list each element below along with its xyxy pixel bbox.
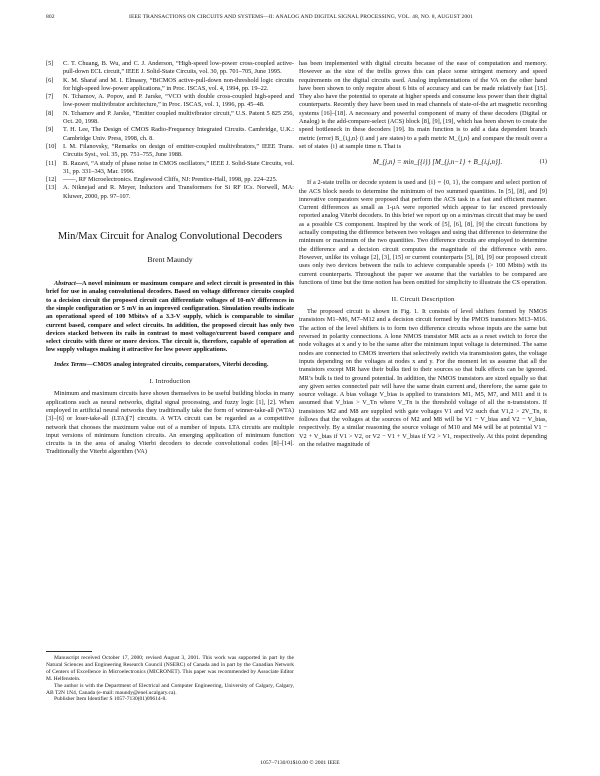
reference-number: [5] xyxy=(46,60,54,67)
page-number: 802 xyxy=(46,14,55,20)
reference-item xyxy=(46,126,294,143)
reference-number: [13] xyxy=(46,184,57,192)
reference-text: C. T. Chuang, B. Wu, and C. J. Anderson, “High-speed low-power cross-coupled active-pull-down ECL circuit,” IEEE J. Solid-State Circuits, vol. 30, pp. 701–705, June 1995. xyxy=(63,60,294,76)
abstract-text: A novel minimum or maximum compare and select circuit is presented in this brief for use in analog convolutional decoders. Based on voltage difference circuits coupled to a decision circuit the proposed circuit can differentiate voltages of 10-mV differences in the simple configuration or 5 mV in an improved configuration. Simulation results indicate an operational speed of 100 Mbits/s of a 3.3-V supply, which is comparable to similar current based, compare and select circuits. In addition, the proposed circuit has only two devices stacked between its rails in contrast to most voltage/current based compare and select circuits with three or more devices. The circuit is, therefore, capable of operation at low supply voltages making it attractive for low power applications. xyxy=(46,280,294,354)
reference-number: [7] xyxy=(46,93,54,101)
paper-author: Brent Maundy xyxy=(147,255,193,265)
introduction-continued: has been implemented with digital circuits because of the ease of computation and memory. However as the size of the trellis grows this can place some stringent memory and speed requirements on the digital circuits used. Analog implementations of the VA on the other hand have been shown to only require about 6 bits of accuracy and can be made relatively fast [15]. They also have the potential to operate at higher speeds and consume less power than their digital counterparts. Recently they have been used in read channels of state-of-the art magnetic recording systems [16]–[18]. A necessary and powerful component of many of these decoders (Digital or Analog) is the add-compare-select (ACS) block [8], [9], [19], which has been shown to create the speed bottleneck in these decoders [19]. Its main function is to add a data dependent branch metric (error) B_{i,j,n} (i and j are states) to a path metric M_{j,n} and compare the result over a set of states {i} at sample time n. That is xyxy=(299,60,547,150)
reference-item xyxy=(46,77,294,94)
reference-item xyxy=(46,93,294,110)
comparison-paragraph: If a 2-state trellis or decode system is used and {i} = {0, 1}, the compare and select portion of the ACS block needs to determine the minimum of two summed quantities. In [5], [8], and [9] innovative comparators were proposed that perform the ACS task in a fast and efficient manner. Current differences as small as 1-μA were reported which appear to far exceed previously reported analog Viterbi decoders. In this brief we report up on a min/max circuit that may be used as a possible CS component. Inspired by the work of [5], [6], [8], [9] the circuit functions by actually computing the difference between two voltages and using that difference to determine the minimum or maximum of the two quantities. Two difference circuits are employed to determine the difference and a decision circuit computes the magnitude of the difference with zero. However, unlike its voltage [2], [3], [15] or current counterparts [5], [8], [9] our proposed circuit uses only two devices between the rails to achieve comparable speeds (> 100 Mbits) with its current counterparts. Throughout the paper we assume that the variables to be compared are functions of time but the time notion has been omitted for simplicity to illustrate the CS operation. xyxy=(299,179,547,286)
reference-text: N. Tchamov and P. Jarske, “Emitter coupled multivibrator circuit,” U.S. Patent 5 825 256, Oct. 20, 1998. xyxy=(63,109,294,126)
section-heading-introduction: I. Introduction xyxy=(149,378,191,386)
reference-text: T. H. Lee, The Design of CMOS Radio-Frequency Integrated Circuits. Cambridge, U.K.: Cambridge Univ. Press, 1998, ch. 8. xyxy=(63,126,294,142)
reference-text: N. Tchamov, A. Popov, and P. Jarske, “VCO with double cross-coupled high-speed and low-power multivibrator architecture,” in Proc. ISCAS, vol. 1, 1996, pp. 45–48. xyxy=(63,93,294,109)
index-terms-text: CMOS analog integrated circuits, comparators, Viterbi decoding. xyxy=(92,361,269,369)
reference-text: I. M. Filanovsky, “Remarks on design of emitter-coupled multivibrators,” IEEE Trans. Circuits Syst., vol. 35, pp. 751–755, June 1988. xyxy=(63,142,294,159)
equation-number: (1) xyxy=(539,158,547,166)
right-column xyxy=(299,60,547,449)
abstract-lead: Abstract— xyxy=(54,280,82,288)
footnote-rule xyxy=(46,651,92,652)
equation-text: M_{j,n} = min_{{i}} [M_{j,n−1} + B_{i,j,n}]. xyxy=(373,158,503,167)
reference-number: [8] xyxy=(46,109,54,117)
section-heading-circuit-description: II. Circuit Description xyxy=(391,296,455,304)
reference-text: A. Niknejad and R. Meyer, Inductors and Transformers for Si RF ICs. Norwell, MA: Kluwer, 2000, pp. 97–107. xyxy=(63,184,294,200)
reference-number: [6] xyxy=(46,76,54,84)
index-terms-lead: Index Terms— xyxy=(54,361,93,369)
reference-list xyxy=(46,60,294,201)
paper-title: Min/Max Circuit for Analog Convolutional Decoders xyxy=(57,231,283,243)
introduction-paragraph: Minimum and maximum circuits have shown themselves to be useful building blocks in many applications such as neural networks, digital signal processing, and fuzzy logic [1], [2]. When employed in artificial neural networks they traditionally take the form of winner-take-all (WTA) [3]–[6] or loser-take-all (LTA)[7] circuits. A WTA circuit can be regarded as a competitive network that chooses the maximum value out of a number of inputs. LTA circuits are multiple input versions of minimum function circuits. An emerging application of minimum function circuits is in the area of analog Viterbi decoders to decode convolutional codes [8]–[14]. Traditionally the Viterbi algorithm (VA) xyxy=(46,390,294,456)
reference-number: [11] xyxy=(46,159,57,167)
footnote-author: The author is with the Department of Electrical and Computer Engineering, University of Calgary, Calgary, AB T2N 1N4, Canada (e-mail: maundy@enel.ucalgary.ca). xyxy=(46,682,294,696)
journal-title: IEEE TRANSACTIONS ON CIRCUITS AND SYSTEMS—II: ANALOG AND DIGITAL SIGNAL PROCESSING, VOL. 48, NO. 8, AUGUST 2001 xyxy=(129,14,473,20)
reference-item xyxy=(46,143,294,160)
reference-item xyxy=(46,160,294,177)
reference-item xyxy=(46,60,294,77)
reference-text: K. M. Sharaf and M. I. Elmasry, “BiCMOS active-pull-down non-threshold logic circuits for high-speed low-power applications,” in Proc. ISCAS, vol. 4, 1994, pp. 19–22. xyxy=(63,76,294,92)
index-terms xyxy=(46,361,294,369)
reference-item xyxy=(46,176,294,184)
reference-number: [12] xyxy=(46,176,57,184)
circuit-description-paragraph: The proposed circuit is shown in Fig. 1. It consists of level shifters formed by NMOS transistors M1–M6, M7–M12 and a decision circuit formed by the PMOS transistors M13–M16. The action of the level shifters is to form two difference circuits whose inputs are the same but reversed in polarity connections. A lone NMOS transistor MR acts as a reset switch to force the node voltages at x and y to be the same after the minimum input voltage is determined. The same nodes are connected to CMOS inverters that selectively switch via transmission gates, the voltage inputs depending on the voltages at nodes x and y. For the moment let us assume that all the transistors except MR have their bulks tied to their sources so that bulk effects can be ignored. MR’s bulk is tied to ground potential. In addition, the NMOS transistors are sized equally so that any given series connected pair will have the same drain current and, therefore, the same gate to source voltage. A bias voltage V_bias is applied to transistors M1, M5, M7, and M11 and it is assumed that V_bias > V_Tn where V_Tn is the threshold voltage of all the n-transistors. If transistors M2 and M8 are supplied with gate voltages V1 and V2 such that V1,2 > 2V_Tn, it follows that the voltages at the sources of M2 and M8 will be V1 − V_bias and V2 − V_bias, respectively. By a similar reasoning the source voltage of M10 and M4 will be at potential V1 − V2 + V_bias if V1 > V2, or V2 − V1 + V_bias if V2 > V1, respectively. At this point depending on the relative magnitude of xyxy=(299,308,547,448)
reference-item xyxy=(46,184,294,201)
footnote-received: Manuscript received October 17, 2000; revised August 3, 2001. This work was supported in part by the Natural Sciences and Engineering Research Council (NSERC) of Canada and in part by the Canadian Network of Centers of Excellence in Microelectronics (MICRONET). This paper was recommended by Associate Editor M. Helfenstein. xyxy=(46,655,294,682)
reference-text: ——, RF Microelectronics. Englewood Cliffs, NJ: Prentice-Hall, 1998, pp. 224–225. xyxy=(63,176,278,184)
first-page-footnote xyxy=(46,651,294,703)
reference-item xyxy=(46,110,294,127)
copyright-footer: 1057–7130/01$10.00 © 2001 IEEE xyxy=(260,760,340,766)
equation-1 xyxy=(299,155,547,173)
running-header xyxy=(46,14,556,24)
left-column xyxy=(46,60,294,457)
reference-number: [9] xyxy=(46,126,54,134)
footnote-pii: Publisher Item Identifier S 1057-7130(01)09614-8. xyxy=(54,696,167,703)
reference-number: [10] xyxy=(46,142,57,150)
abstract xyxy=(46,280,294,355)
reference-text: B. Razavi, “A study of phase noise in CMOS oscillators,” IEEE J. Solid-State Circuits, vol. 31, pp. 331–343, Mar. 1996. xyxy=(63,159,294,175)
